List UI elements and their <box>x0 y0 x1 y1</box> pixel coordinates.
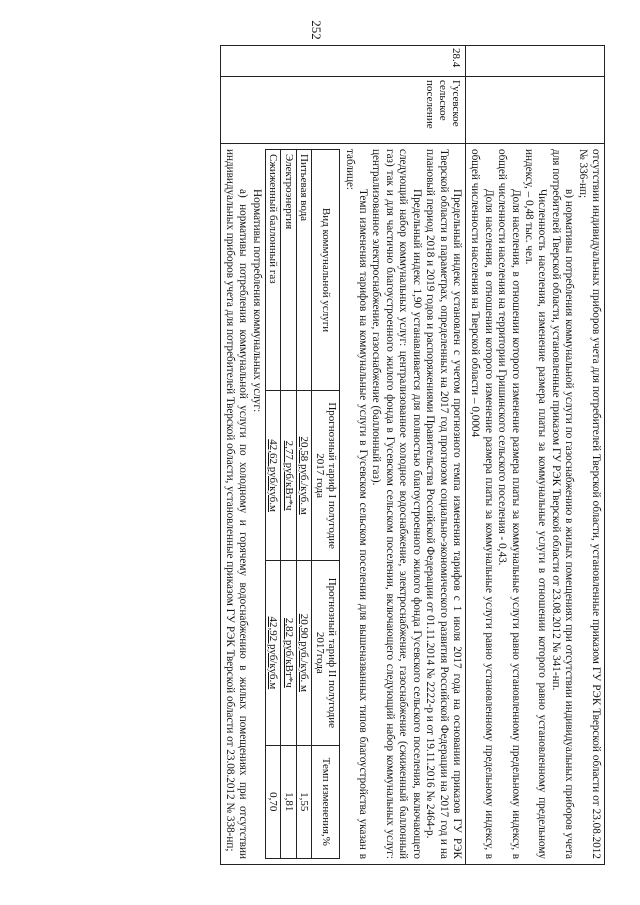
table-cell: 0,70 <box>265 745 281 858</box>
row-number: 28.4 <box>220 46 465 77</box>
paragraph: Нормативы потребления коммунальных услуг: <box>250 189 263 413</box>
paragraph: Численность населения, изменение размера платы за коммунальные услуги в отношении которого равно установленному предельному индексу, – 0,48 тыс. чел. <box>522 149 549 859</box>
paragraph: Предельный индекс 1,90 устанавливается для полностью благоустроенного жилого фонда Гусевского сельского поселения, включающего следующий набор коммунальных услуг: централизованное холодное водоснабжение, электроснабжение, газоснабжение (сжиженный баллонный газ) так и для частично благоустроенного жилого фонда в Гусевском сельском поселении, включающего следующий набор коммунальных услуг: централизованное электроснабжение, газоснабжение (баллонный газ). <box>370 149 423 859</box>
table-cell: 2,77 руб/кВт*ч <box>281 391 297 561</box>
table-cell: 42,92 руб/куб.м <box>265 561 281 745</box>
paragraph: Предельный индекс установлен с учетом прогнозного темпа изменения тарифов с 1 июля 2017 года на основании приказов ГУ РЭК Тверской области в параметрах, определенных на 2017 год прогнозом социально-экономического развития Российской Федерации на 2017 год и на плановый период 2018 и 2019 годов и распоряжениями Правительства Российской Федерации от 01.11.2014 № 2222-р и от 19.11.2016 № 2464-р. <box>424 149 463 859</box>
tariff-row <box>265 150 281 859</box>
tariff-table <box>265 149 341 859</box>
document-table <box>220 45 605 865</box>
table-cell: 1,81 <box>281 745 297 858</box>
rotated-document <box>35 45 605 865</box>
table-cell: Сжиженный баллонный газ <box>265 150 281 391</box>
table-cell: 20,58 руб./куб. м <box>296 391 312 561</box>
row-content <box>220 144 465 865</box>
paragraph: а) нормативы потребления коммунальной услуги по холодному и горячему водоснабжению в жилых помещениях при отсутствии индивидуальных приборов учета для потребителей Тверской области, установленные приказом ГУ РЭК Тверской области от 23.08.2012 № 338-нп; <box>223 149 250 859</box>
table-cell: Электроэнергия <box>281 150 297 391</box>
table-cell: 20,90 руб./куб. м <box>296 561 312 745</box>
paragraph: Темп изменения тарифов на коммунальные услуги в Гусевском сельском поселении для вышеназванных типов благоустройства указан в таблице: <box>343 149 370 859</box>
paragraph: в) нормативы потребления коммунальной услуги по газоснабжению в жилых помещениях при отсутствии индивидуальных приборов учета для потребителей Тверской области, установленные приказом ГУ РЭК Тверской области от 23.08.2012 № 341-нп. <box>549 149 576 859</box>
tariff-header-row <box>312 150 340 859</box>
column-header: Прогнозный тариф I полугодие 2017 года <box>312 391 340 561</box>
settlement-name: Гусевское сельское поселение <box>220 77 465 144</box>
table-cell: 42,62 руб/куб.м <box>265 391 281 561</box>
paragraph: Доля населения, в отношении которого изменение размера платы за коммунальные услуги равно установленному предельному индексу, в общей численности населения на Тверской области – 0,0004 <box>469 149 495 859</box>
tariff-row <box>281 150 297 859</box>
page-number: 252 <box>309 20 324 40</box>
row-content <box>465 144 604 865</box>
column-header: Темп изменения,% <box>312 745 340 858</box>
table-cell: Питьевая вода <box>296 150 312 391</box>
column-header: Вид коммунальной услуги <box>312 150 340 391</box>
column-header: Прогнозный тариф II полугодие 2017года <box>312 561 340 745</box>
tariff-row <box>296 150 312 859</box>
table-cell: 1,55 <box>296 745 312 858</box>
table-row <box>220 46 465 865</box>
table-cell: 2,82 руб/кВт*ч <box>281 561 297 745</box>
paragraph: отсутствии индивидуальных приборов учета для потребителей Тверской области, установленные приказом ГУ РЭК Тверской области от 23.08.2012 № 336-нп; <box>576 149 602 859</box>
table-row <box>465 46 604 865</box>
settlement-name <box>465 77 604 144</box>
paragraph: Доля населения, в отношении которого изменение размера платы за коммунальные услуги равно установленному предельному индексу, в общей численности населения на территории Гришинского сельского поселения - 0,43. <box>496 149 522 859</box>
row-number <box>465 46 604 77</box>
